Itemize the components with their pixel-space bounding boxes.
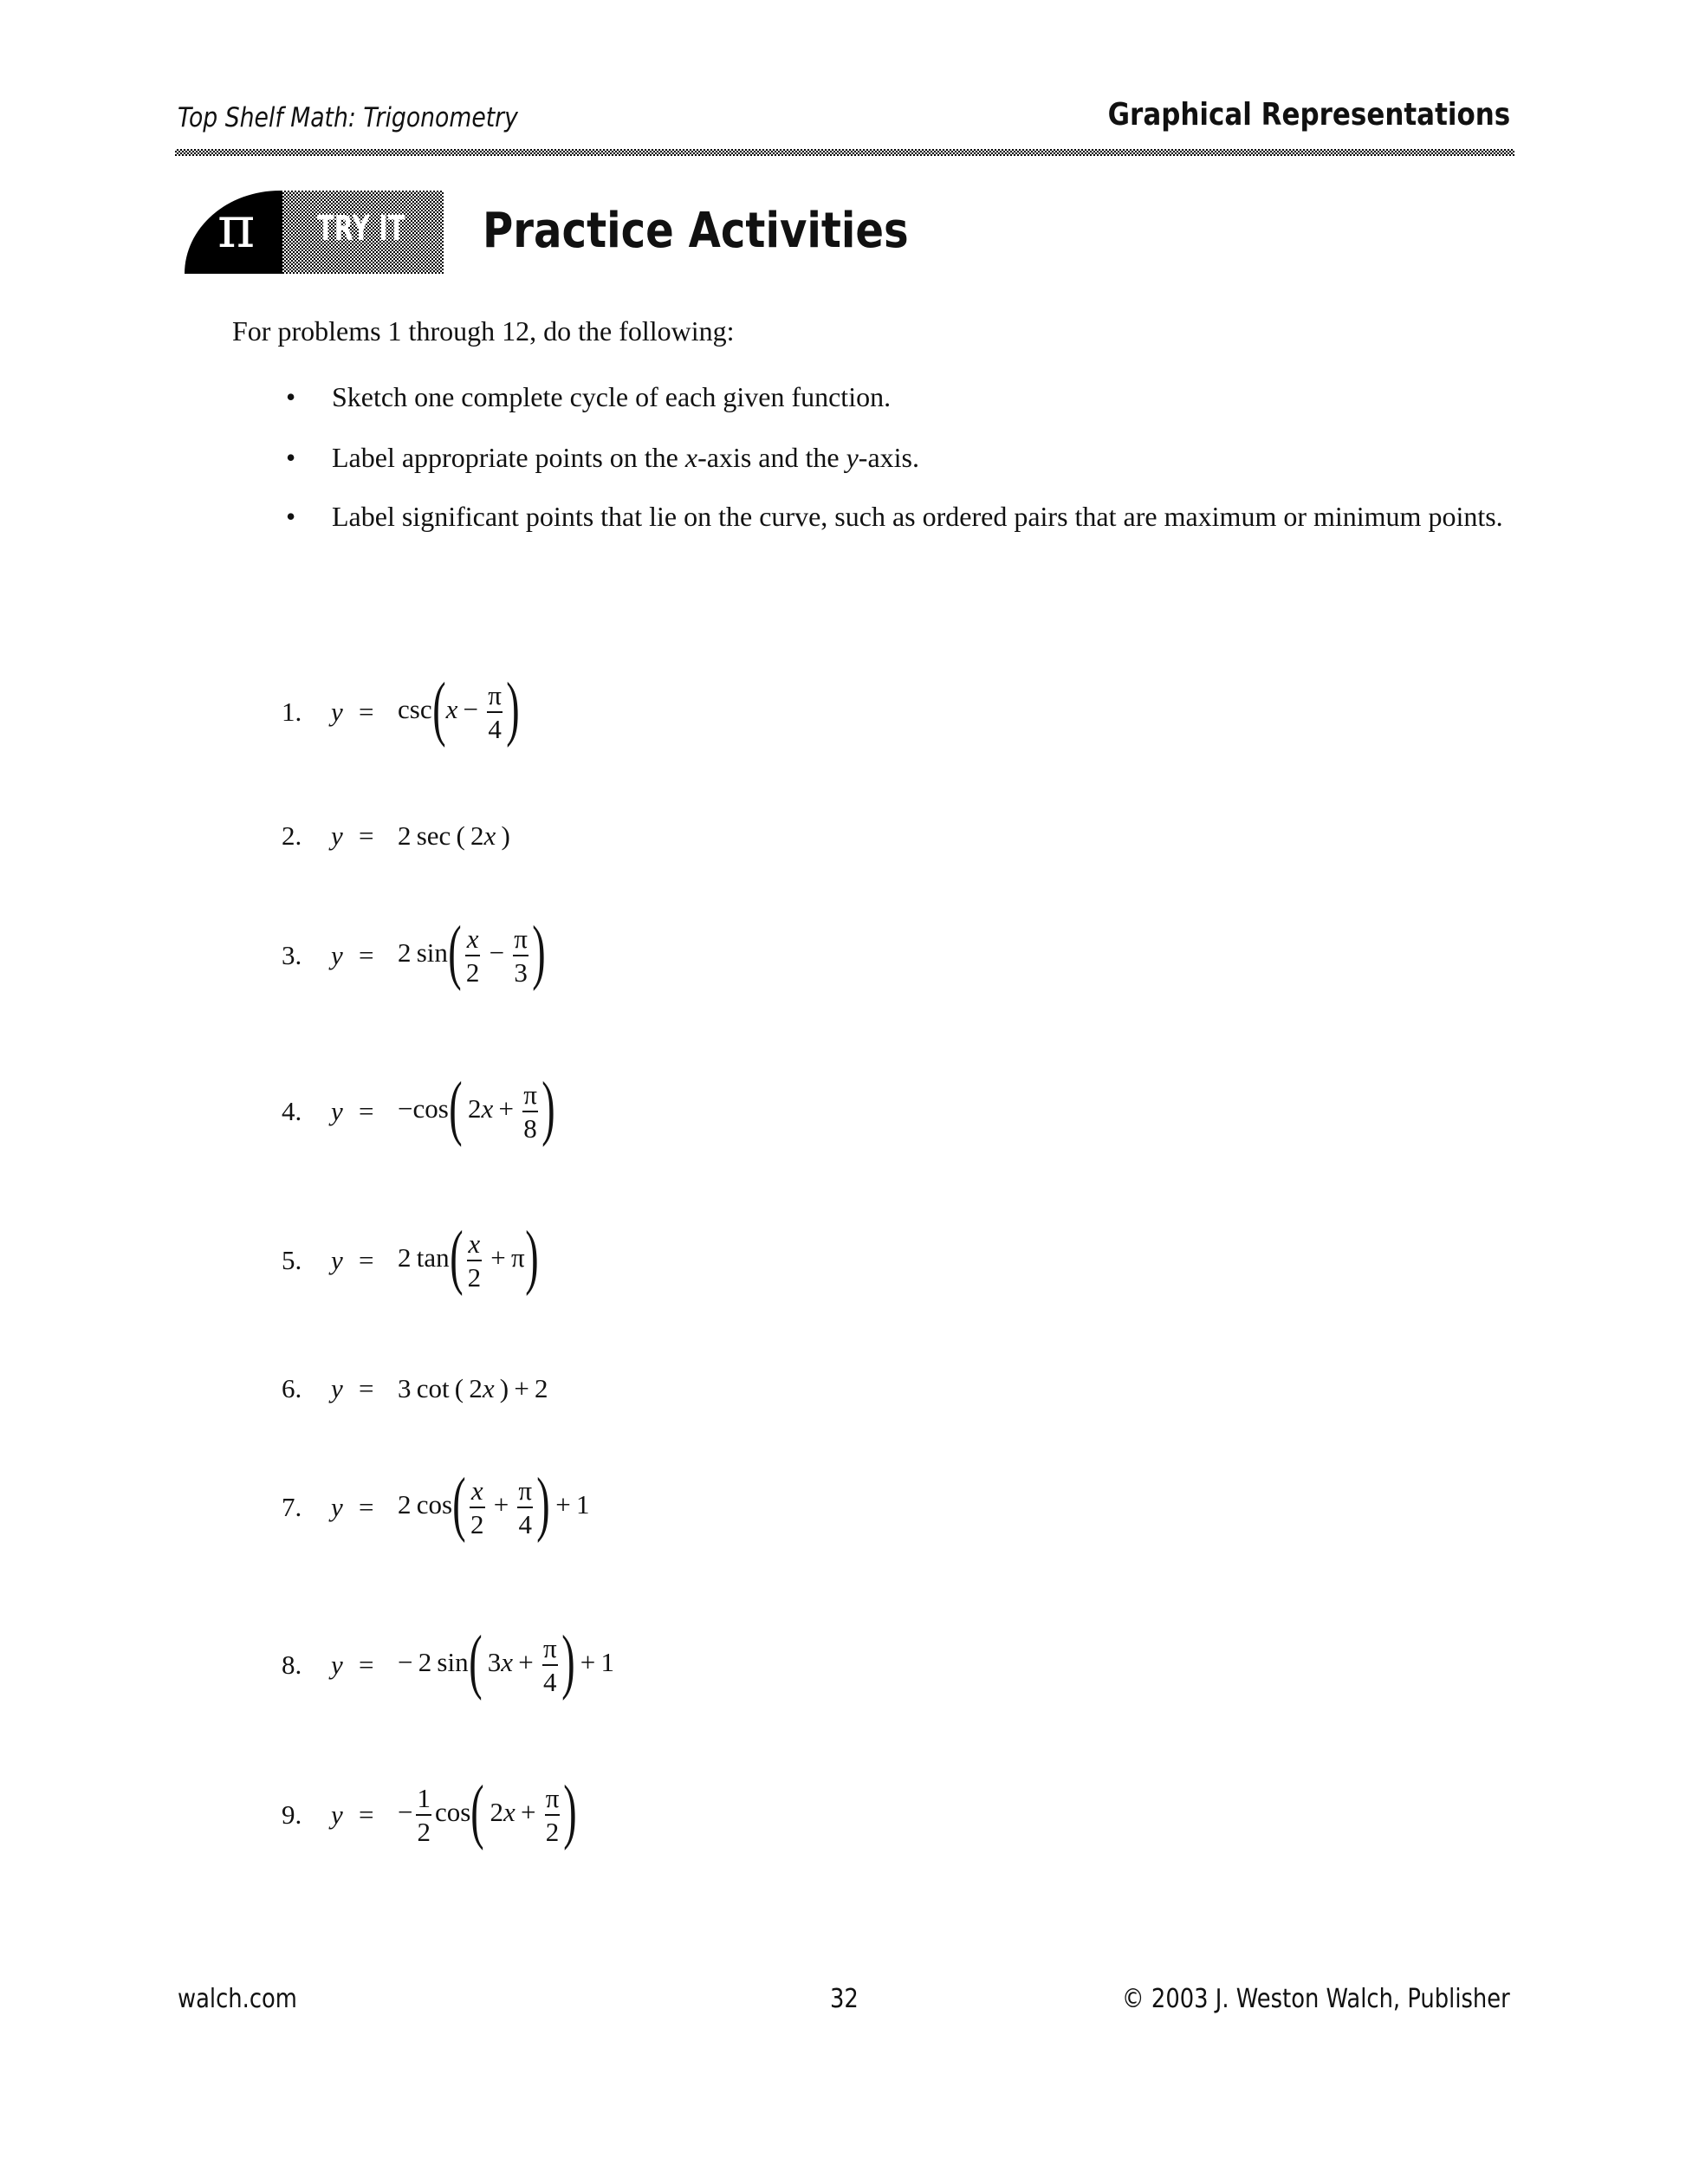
math-variable: y [331,1649,343,1680]
math-text: 2 sec ( 2 [398,820,484,851]
math-text: 2 [484,1797,504,1828]
fraction-numerator: π [514,924,528,954]
equation-expression [398,1463,590,1544]
fraction [542,1635,558,1695]
fraction [522,1081,538,1142]
math-text: ) + 2 [494,1373,548,1403]
math-variable: x [481,1093,494,1124]
equals-sign: = [359,1492,374,1522]
math-text: cos [434,1797,471,1828]
math-variable: y [331,1245,343,1275]
math-variable: x [445,694,458,725]
bullet-icon: • [286,501,296,532]
problem-item [282,669,520,755]
math-text: 2 sin [398,937,448,969]
math-text: − 2 sin [398,1647,469,1678]
problem-item [282,1772,577,1858]
fraction-numerator: π [545,1783,560,1813]
text-run: -axis and the [697,442,846,473]
fraction-numerator: 1 [417,1783,431,1813]
try-it-badge [185,191,444,274]
book-title: Top Shelf Math: Trigonometry [178,102,518,133]
math-text: + 1 [550,1489,590,1520]
problem-number: 7. [282,1492,302,1522]
problem-item [282,1068,555,1155]
problem-item [282,1622,614,1708]
fraction-numerator: x [470,1475,483,1506]
fraction-numerator: π [518,1475,533,1506]
right-paren: ) [524,1216,539,1297]
math-text: ) [496,820,510,851]
footer-copyright: © 2003 J. Weston Walch, Publisher [1122,1984,1510,2014]
instructions-intro: For problems 1 through 12, do the following: [232,315,735,347]
math-variable: x [684,442,698,473]
text-run: Sketch one complete cycle of each given function. [332,381,892,412]
math-text: + [515,1797,541,1828]
equals-sign: = [359,697,374,727]
right-paren: ) [561,1621,575,1701]
fraction [517,1477,533,1538]
fraction-denominator: 3 [514,957,528,988]
text-run: Label appropriate points on the [332,442,685,473]
problem-item [282,1217,539,1304]
math-text: csc [398,694,432,725]
math-variable: y [331,1373,343,1403]
fraction-denominator: 4 [543,1667,557,1697]
math-text: − [457,694,484,725]
problem-number: 2. [282,820,302,851]
equation-expression [398,1621,614,1701]
problem-item [282,912,546,999]
left-paren: ( [452,1463,466,1544]
fraction-denominator: 2 [470,1509,484,1539]
math-text: − [483,937,510,969]
math-text: + [488,1489,515,1520]
bullet-icon: • [286,381,296,412]
equals-sign: = [359,820,374,851]
problem-number: 9. [282,1799,302,1830]
fraction [545,1785,561,1845]
math-text: + [493,1093,520,1124]
left-paren: ( [449,1216,464,1297]
fraction-denominator: 2 [465,957,480,988]
badge-label: TRY IT [317,209,405,249]
fraction-numerator: π [488,680,502,710]
math-variable: y [331,1799,343,1830]
math-variable: y [331,1096,343,1126]
bullet-icon: • [286,442,296,473]
equals-sign: = [359,1649,374,1680]
fraction-denominator: 2 [467,1262,482,1293]
fraction-numerator: π [523,1079,537,1110]
fraction-denominator: 4 [518,1509,532,1539]
right-paren: ) [541,1067,555,1148]
problem-number: 8. [282,1649,302,1680]
fraction-numerator: x [468,1228,481,1259]
badge-gray-panel [282,191,444,274]
problem-item [282,1464,589,1551]
section-title: Graphical Representations [1107,97,1510,133]
equation-expression [398,1373,548,1404]
math-variable: y [331,940,343,970]
problem-item [282,793,510,879]
fraction [465,925,481,986]
math-variable: x [503,1797,516,1828]
text-run: Label significant points that lie on the curve, such as ordered pairs that are maximum or minimum points. [332,501,1503,532]
fraction-denominator: 2 [417,1817,431,1847]
right-paren: ) [532,911,546,992]
fraction-denominator: 8 [523,1113,537,1144]
equals-sign: = [359,1245,374,1275]
page-number: 32 [830,1984,859,2014]
equation-expression [398,1216,539,1297]
list-item-text [332,375,1519,418]
math-text: 3 cot ( 2 [398,1373,483,1403]
fraction-denominator: 2 [545,1817,560,1847]
math-variable: y [846,442,859,473]
math-text: −cos [398,1093,449,1124]
math-text: + 1 [574,1647,614,1678]
fraction-denominator: 4 [488,714,502,744]
pi-icon: π [217,194,256,261]
equals-sign: = [359,940,374,970]
fraction [513,925,528,986]
math-text: − [398,1797,413,1828]
list-item-text [332,495,1519,538]
fraction [467,1230,483,1291]
problem-number: 1. [282,697,302,727]
problem-number: 3. [282,940,302,970]
problem-number: 4. [282,1096,302,1126]
left-paren: ( [448,911,462,992]
text-run: -axis. [858,442,919,473]
right-paren: ) [536,1463,550,1544]
footer-website: walch.com [178,1984,297,2014]
equation-expression [398,668,520,749]
math-text: + π [485,1242,525,1273]
badge-black-tab [185,191,283,274]
math-variable: x [483,820,496,851]
equation-expression [398,1067,555,1148]
left-paren: ( [449,1067,463,1148]
equals-sign: = [359,1096,374,1126]
equation-expression [398,911,546,992]
math-text: 2 cos [398,1489,453,1520]
left-paren: ( [468,1621,483,1701]
math-variable: x [501,1647,514,1678]
right-paren: ) [506,668,520,749]
problem-number: 6. [282,1373,302,1403]
problem-item [282,1345,548,1432]
fraction [416,1785,431,1845]
fraction [470,1477,485,1538]
math-variable: y [331,820,343,851]
left-paren: ( [431,668,446,749]
math-text: 2 tan [398,1242,450,1273]
fraction-numerator: x [466,924,479,954]
math-variable: x [482,1373,495,1403]
right-paren: ) [563,1771,578,1851]
problem-number: 5. [282,1245,302,1275]
fraction [487,682,503,742]
equals-sign: = [359,1799,374,1830]
list-item-text [332,436,1519,479]
left-paren: ( [470,1771,485,1851]
equals-sign: = [359,1373,374,1403]
math-text: + [513,1647,539,1678]
math-variable: y [331,697,343,727]
math-text: 3 [482,1647,502,1678]
math-text: 2 [462,1093,482,1124]
equation-expression [398,820,510,852]
equation-expression [398,1771,578,1851]
page-title: Practice Activities [483,203,909,259]
header-rule [175,149,1514,156]
math-variable: y [331,1492,343,1522]
fraction-numerator: π [542,1633,557,1663]
